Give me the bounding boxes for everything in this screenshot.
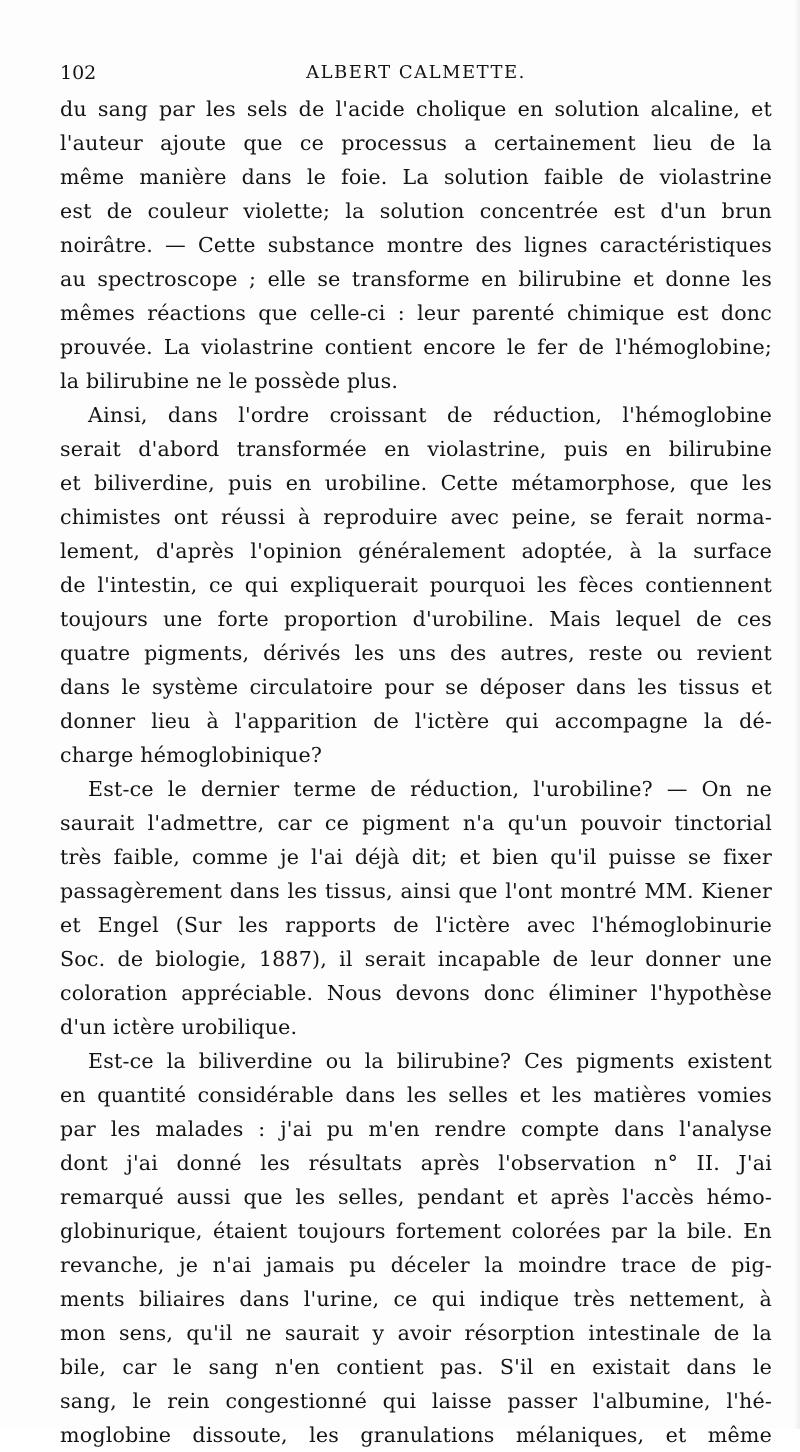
text-line: revanche, je n'ai jamais pu déceler la moindre trace de pig- [60, 1253, 772, 1277]
text-line: mêmes réactions que celle-ci : leur parenté chimique est donc [60, 301, 772, 325]
text-line: mon sens, qu'il ne saurait y avoir résorption intestinale de la [60, 1321, 772, 1345]
text-line: bile, car le sang n'en contient pas. S'il en existait dans le [60, 1355, 772, 1379]
text-line: par les malades : j'ai pu m'en rendre compte dans l'analyse [60, 1117, 772, 1141]
text-line: sang, le rein congestionné qui laisse passer l'albumine, l'hé- [60, 1389, 772, 1413]
running-head [60, 62, 772, 92]
page-edge-shadow [794, 0, 800, 1429]
text-line: très faible, comme je l'ai déjà dit; et bien qu'il puisse se fixer [60, 845, 772, 869]
text-line: Est-ce la biliverdine ou la bilirubine? Ces pigments existent [88, 1049, 772, 1073]
text-line: donner lieu à l'apparition de l'ictère qui accompagne la dé- [60, 709, 772, 733]
text-line: et Engel (Sur les rapports de l'ictère avec l'hémoglobinurie [60, 913, 772, 937]
text-line: dont j'ai donné les résultats après l'observation n° II. J'ai [60, 1151, 772, 1175]
text-line: est de couleur violette; la solution concentrée est d'un brun [60, 199, 772, 223]
text-line: charge hémoglobinique? [60, 743, 323, 767]
text-line: d'un ictère urobilique. [60, 1015, 298, 1039]
text-line: même manière dans le foie. La solution faible de violastrine [60, 165, 772, 189]
text-line: ments biliaires dans l'urine, ce qui indique très nettement, à [60, 1287, 772, 1311]
text-line: prouvée. La violastrine contient encore le fer de l'hémoglobine; [60, 335, 772, 359]
text-line: passagèrement dans les tissus, ainsi que l'ont montré MM. Kiener [60, 879, 772, 903]
text-line: chimistes ont réussi à reproduire avec peine, se ferait norma- [60, 505, 772, 529]
text-line: et biliverdine, puis en urobiline. Cette métamorphose, que les [60, 471, 772, 495]
text-line: quatre pigments, dérivés les uns des autres, reste ou revient [60, 641, 772, 665]
text-line: au spectroscope ; elle se transforme en bilirubine et donne les [60, 267, 772, 291]
text-line: globinurique, étaient toujours fortement colorées par la bile. En [60, 1219, 772, 1243]
text-line: saurait l'admettre, car ce pigment n'a qu'un pouvoir tinctorial [60, 811, 772, 835]
text-line: toujours une forte proportion d'urobiline. Mais lequel de ces [60, 607, 772, 631]
text-line: Soc. de biologie, 1887), il serait incapable de leur donner une [60, 947, 772, 971]
text-line: dans le système circulatoire pour se déposer dans les tissus et [60, 675, 772, 699]
text-line: serait d'abord transformée en violastrine, puis en bilirubine [60, 437, 772, 461]
page-number: 102 [60, 62, 97, 84]
text-line: de l'intestin, ce qui expliquerait pourquoi les fèces contiennent [60, 573, 772, 597]
text-line: lement, d'après l'opinion généralement adoptée, à la surface [60, 539, 772, 563]
text-line: l'auteur ajoute que ce processus a certainement lieu de la [60, 131, 772, 155]
text-line: noirâtre. — Cette substance montre des lignes caractéristiques [60, 233, 772, 257]
body-text [60, 92, 772, 1452]
text-line: coloration appréciable. Nous devons donc éliminer l'hypothèse [60, 981, 772, 1005]
text-line: en quantité considérable dans les selles et les matières vomies [60, 1083, 772, 1107]
text-line: la bilirubine ne le possède plus. [60, 369, 399, 393]
text-line: du sang par les sels de l'acide cholique en solution alcaline, et [60, 97, 772, 121]
text-line: remarqué aussi que les selles, pendant et après l'accès hémo- [60, 1185, 772, 1209]
text-line: Ainsi, dans l'ordre croissant de réduction, l'hémoglobine [88, 403, 772, 427]
text-line: Est-ce le dernier terme de réduction, l'urobiline? — On ne [88, 777, 772, 801]
running-title: ALBERT CALMETTE. [306, 62, 526, 83]
text-line: moglobine dissoute, les granulations mélaniques, et même [60, 1423, 772, 1447]
